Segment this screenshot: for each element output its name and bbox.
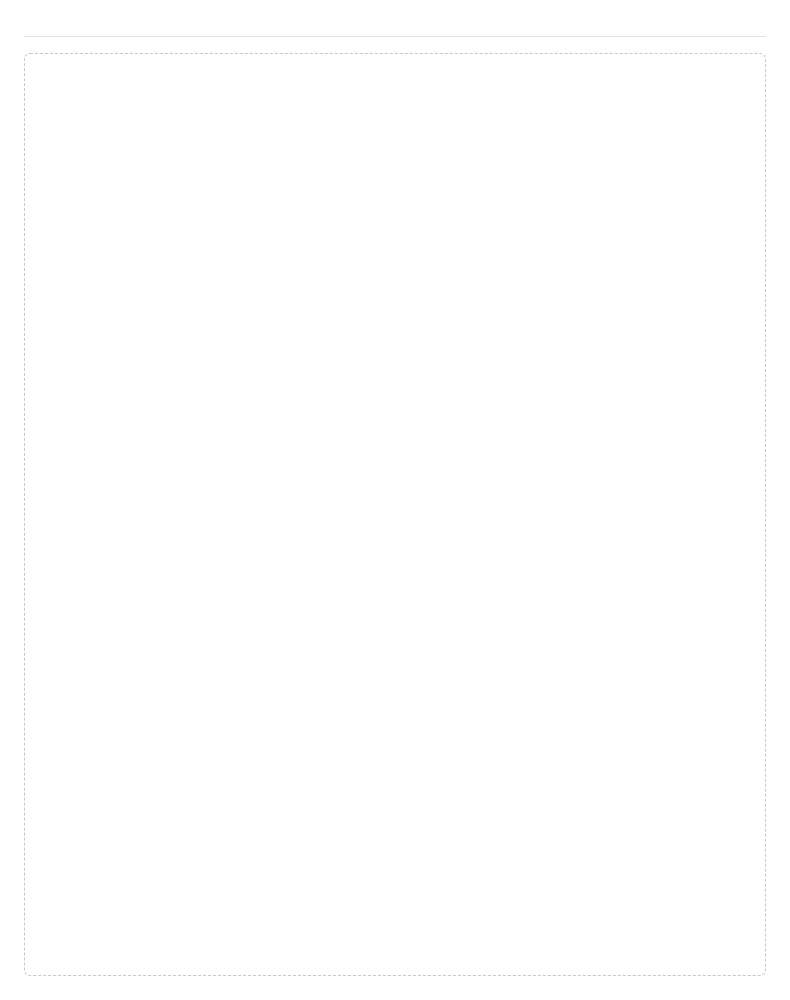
content-placeholder: [24, 53, 766, 976]
page-header: [24, 24, 766, 37]
